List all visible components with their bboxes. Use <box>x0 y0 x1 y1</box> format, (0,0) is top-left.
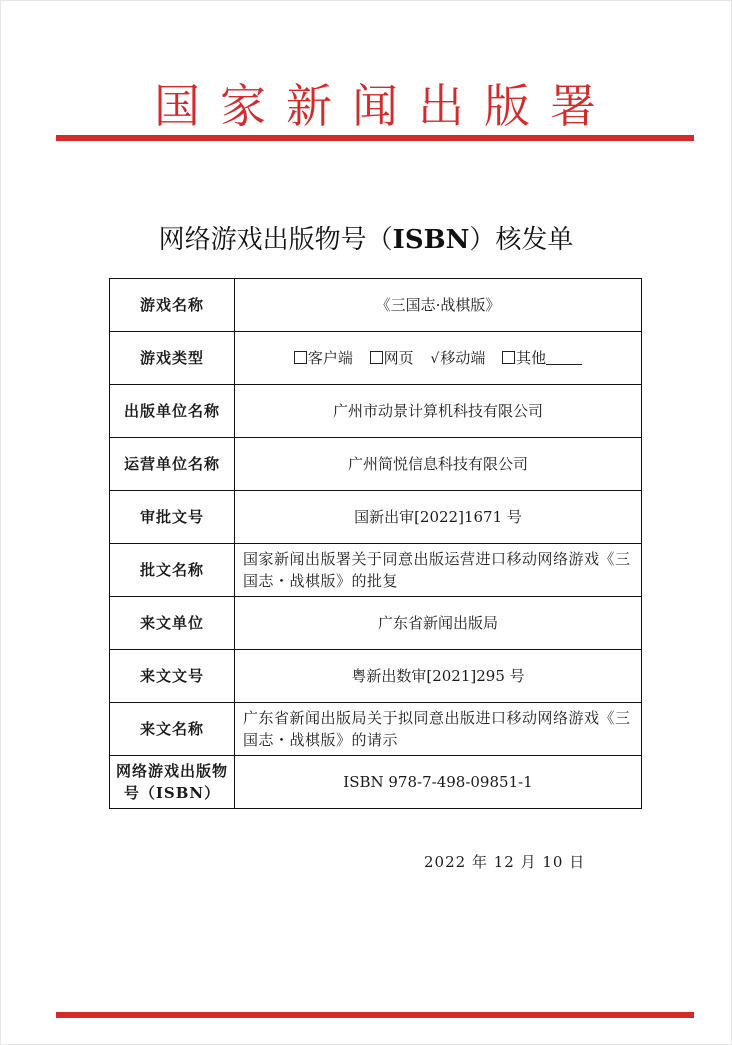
value-game-name: 《三国志·战棋版》 <box>235 279 642 332</box>
document-title-isbn: ISBN <box>392 225 470 255</box>
label-publisher: 出版单位名称 <box>110 385 235 438</box>
option-mobile: √移动端 <box>430 347 485 370</box>
value-submission-number: 粤新出数审[2021]295 号 <box>235 650 642 703</box>
label-approval-number: 审批文号 <box>110 491 235 544</box>
top-red-rule <box>56 135 694 141</box>
form-row-game-name <box>110 279 642 332</box>
label-submission-title: 来文名称 <box>110 703 235 756</box>
form-row-operator <box>110 438 642 491</box>
label-game-name: 游戏名称 <box>110 279 235 332</box>
issue-date: 2022 年 12 月 10 日 <box>424 853 586 871</box>
label-game-type: 游戏类型 <box>110 332 235 385</box>
value-isbn: ISBN 978-7-498-09851-1 <box>235 756 642 809</box>
value-submitting-unit: 广东省新闻出版局 <box>235 597 642 650</box>
unchecked-box-icon <box>370 351 383 364</box>
value-operator: 广州简悦信息科技有限公司 <box>235 438 642 491</box>
agency-title: 国家新闻出版署 <box>154 79 616 133</box>
option-web: 网页 <box>370 347 414 369</box>
issuance-form-table <box>109 278 642 809</box>
bottom-red-rule <box>56 1012 694 1018</box>
form-row-submitting-unit <box>110 597 642 650</box>
fill-in-blank-line <box>546 350 582 365</box>
option-other: 其他 <box>502 347 582 369</box>
value-submission-title: 广东省新闻出版局关于拟同意出版进口移动网络游戏《三国志・战棋版》的请示 <box>235 703 642 756</box>
label-submission-number: 来文文号 <box>110 650 235 703</box>
label-operator: 运营单位名称 <box>110 438 235 491</box>
label-submitting-unit: 来文单位 <box>110 597 235 650</box>
form-row-approval-title <box>110 544 642 597</box>
value-approval-title: 国家新闻出版署关于同意出版运营进口移动网络游戏《三国志・战棋版》的批复 <box>235 544 642 597</box>
unchecked-box-icon <box>294 351 307 364</box>
document-title-suffix: ）核发单 <box>469 225 574 255</box>
form-row-game-type <box>110 332 642 385</box>
checkmark-icon: √ <box>430 350 440 367</box>
label-isbn: 网络游戏出版物号（ISBN） <box>110 756 235 809</box>
label-approval-title: 批文名称 <box>110 544 235 597</box>
form-row-publisher <box>110 385 642 438</box>
form-row-isbn <box>110 756 642 809</box>
form-row-submission-number <box>110 650 642 703</box>
form-row-submission-title <box>110 703 642 756</box>
document-title-prefix: 网络游戏出版物号（ <box>158 225 393 255</box>
document-title <box>0 222 732 258</box>
value-publisher: 广州市动景计算机科技有限公司 <box>235 385 642 438</box>
unchecked-box-icon <box>502 351 515 364</box>
value-game-type <box>235 332 642 385</box>
value-approval-number: 国新出审[2022]1671 号 <box>235 491 642 544</box>
option-client: 客户端 <box>294 347 353 369</box>
form-row-approval-number <box>110 491 642 544</box>
